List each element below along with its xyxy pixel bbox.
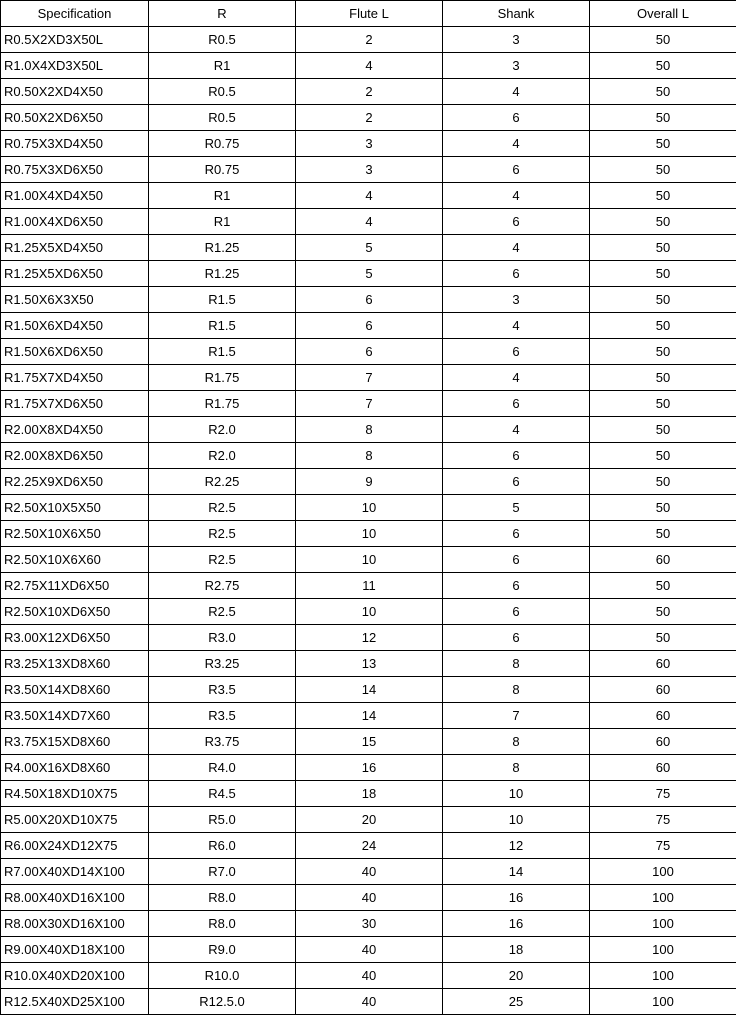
cell-r: R7.0 — [149, 859, 296, 885]
cell-specification: R1.50X6X3X50 — [1, 287, 149, 313]
cell-shank: 6 — [443, 261, 590, 287]
table-row — [1, 625, 736, 651]
table-row — [1, 79, 736, 105]
cell-overall-length: 100 — [590, 963, 736, 989]
cell-flute-length: 5 — [296, 261, 443, 287]
cell-overall-length: 50 — [590, 27, 736, 53]
cell-flute-length: 24 — [296, 833, 443, 859]
cell-shank: 25 — [443, 989, 590, 1015]
table-row — [1, 755, 736, 781]
cell-flute-length: 3 — [296, 131, 443, 157]
cell-overall-length: 50 — [590, 313, 736, 339]
cell-shank: 6 — [443, 625, 590, 651]
cell-flute-length: 18 — [296, 781, 443, 807]
table-row — [1, 937, 736, 963]
cell-overall-length: 50 — [590, 209, 736, 235]
cell-specification: R1.75X7XD4X50 — [1, 365, 149, 391]
header-overall-length: Overall L — [590, 1, 736, 27]
cell-shank: 8 — [443, 755, 590, 781]
cell-specification: R7.00X40XD14X100 — [1, 859, 149, 885]
cell-r: R2.75 — [149, 573, 296, 599]
table-body — [1, 27, 736, 1015]
cell-flute-length: 7 — [296, 365, 443, 391]
cell-overall-length: 50 — [590, 469, 736, 495]
cell-flute-length: 16 — [296, 755, 443, 781]
cell-r: R1.5 — [149, 339, 296, 365]
cell-flute-length: 14 — [296, 703, 443, 729]
cell-specification: R1.25X5XD4X50 — [1, 235, 149, 261]
cell-specification: R1.0X4XD3X50L — [1, 53, 149, 79]
cell-flute-length: 3 — [296, 157, 443, 183]
table-row — [1, 911, 736, 937]
cell-r: R2.5 — [149, 495, 296, 521]
cell-r: R12.5.0 — [149, 989, 296, 1015]
cell-specification: R0.5X2XD3X50L — [1, 27, 149, 53]
cell-overall-length: 60 — [590, 677, 736, 703]
cell-specification: R2.50X10X6X50 — [1, 521, 149, 547]
table-row — [1, 963, 736, 989]
cell-r: R1 — [149, 183, 296, 209]
cell-shank: 3 — [443, 53, 590, 79]
cell-overall-length: 50 — [590, 625, 736, 651]
cell-shank: 6 — [443, 573, 590, 599]
table-row — [1, 261, 736, 287]
cell-specification: R0.50X2XD6X50 — [1, 105, 149, 131]
cell-shank: 3 — [443, 27, 590, 53]
cell-specification: R1.75X7XD6X50 — [1, 391, 149, 417]
cell-r: R3.75 — [149, 729, 296, 755]
cell-flute-length: 11 — [296, 573, 443, 599]
cell-flute-length: 4 — [296, 209, 443, 235]
table-row — [1, 677, 736, 703]
cell-flute-length: 2 — [296, 79, 443, 105]
cell-r: R1.75 — [149, 391, 296, 417]
cell-shank: 8 — [443, 651, 590, 677]
header-flute-length: Flute L — [296, 1, 443, 27]
cell-shank: 6 — [443, 209, 590, 235]
cell-flute-length: 10 — [296, 521, 443, 547]
cell-shank: 4 — [443, 365, 590, 391]
table-row — [1, 703, 736, 729]
cell-r: R2.5 — [149, 521, 296, 547]
cell-r: R3.0 — [149, 625, 296, 651]
cell-overall-length: 50 — [590, 287, 736, 313]
cell-r: R10.0 — [149, 963, 296, 989]
cell-r: R0.5 — [149, 79, 296, 105]
cell-overall-length: 100 — [590, 859, 736, 885]
cell-shank: 6 — [443, 105, 590, 131]
cell-specification: R1.25X5XD6X50 — [1, 261, 149, 287]
cell-overall-length: 50 — [590, 131, 736, 157]
cell-specification: R1.00X4XD6X50 — [1, 209, 149, 235]
cell-shank: 4 — [443, 79, 590, 105]
table-row — [1, 209, 736, 235]
cell-r: R1 — [149, 209, 296, 235]
cell-shank: 4 — [443, 235, 590, 261]
cell-r: R3.5 — [149, 703, 296, 729]
table-row — [1, 27, 736, 53]
cell-flute-length: 12 — [296, 625, 443, 651]
table-row — [1, 599, 736, 625]
cell-overall-length: 75 — [590, 807, 736, 833]
cell-flute-length: 14 — [296, 677, 443, 703]
cell-overall-length: 50 — [590, 339, 736, 365]
cell-shank: 18 — [443, 937, 590, 963]
table-row — [1, 781, 736, 807]
cell-specification: R2.50X10XD6X50 — [1, 599, 149, 625]
cell-r: R1.25 — [149, 235, 296, 261]
cell-flute-length: 2 — [296, 105, 443, 131]
cell-flute-length: 40 — [296, 885, 443, 911]
cell-overall-length: 50 — [590, 261, 736, 287]
cell-flute-length: 10 — [296, 599, 443, 625]
cell-specification: R2.75X11XD6X50 — [1, 573, 149, 599]
cell-r: R3.5 — [149, 677, 296, 703]
cell-shank: 8 — [443, 729, 590, 755]
cell-shank: 5 — [443, 495, 590, 521]
cell-overall-length: 100 — [590, 911, 736, 937]
cell-overall-length: 75 — [590, 781, 736, 807]
cell-shank: 16 — [443, 911, 590, 937]
cell-r: R1.75 — [149, 365, 296, 391]
cell-specification: R1.50X6XD6X50 — [1, 339, 149, 365]
cell-overall-length: 60 — [590, 547, 736, 573]
cell-overall-length: 50 — [590, 391, 736, 417]
cell-overall-length: 50 — [590, 79, 736, 105]
cell-flute-length: 13 — [296, 651, 443, 677]
cell-r: R6.0 — [149, 833, 296, 859]
cell-r: R2.5 — [149, 547, 296, 573]
cell-overall-length: 60 — [590, 729, 736, 755]
cell-shank: 12 — [443, 833, 590, 859]
cell-flute-length: 6 — [296, 287, 443, 313]
cell-shank: 4 — [443, 131, 590, 157]
cell-overall-length: 60 — [590, 703, 736, 729]
cell-specification: R5.00X20XD10X75 — [1, 807, 149, 833]
cell-r: R8.0 — [149, 911, 296, 937]
cell-overall-length: 100 — [590, 989, 736, 1015]
cell-r: R4.5 — [149, 781, 296, 807]
table-row — [1, 547, 736, 573]
cell-overall-length: 100 — [590, 937, 736, 963]
cell-flute-length: 5 — [296, 235, 443, 261]
cell-overall-length: 50 — [590, 495, 736, 521]
cell-flute-length: 6 — [296, 339, 443, 365]
table-row — [1, 573, 736, 599]
cell-specification: R8.00X30XD16X100 — [1, 911, 149, 937]
table-row — [1, 287, 736, 313]
table-row — [1, 495, 736, 521]
table-row — [1, 131, 736, 157]
cell-specification: R0.75X3XD4X50 — [1, 131, 149, 157]
cell-overall-length: 50 — [590, 417, 736, 443]
cell-r: R5.0 — [149, 807, 296, 833]
cell-overall-length: 50 — [590, 573, 736, 599]
cell-specification: R10.0X40XD20X100 — [1, 963, 149, 989]
cell-overall-length: 60 — [590, 651, 736, 677]
table-row — [1, 339, 736, 365]
table-row — [1, 365, 736, 391]
cell-r: R3.25 — [149, 651, 296, 677]
cell-overall-length: 50 — [590, 443, 736, 469]
cell-r: R2.25 — [149, 469, 296, 495]
table-row — [1, 521, 736, 547]
cell-specification: R0.75X3XD6X50 — [1, 157, 149, 183]
cell-r: R2.0 — [149, 417, 296, 443]
cell-r: R0.75 — [149, 157, 296, 183]
cell-flute-length: 40 — [296, 989, 443, 1015]
cell-specification: R6.00X24XD12X75 — [1, 833, 149, 859]
table-row — [1, 235, 736, 261]
table-row — [1, 989, 736, 1015]
cell-flute-length: 2 — [296, 27, 443, 53]
header-r: R — [149, 1, 296, 27]
cell-flute-length: 40 — [296, 937, 443, 963]
table-row — [1, 417, 736, 443]
cell-specification: R2.50X10X6X60 — [1, 547, 149, 573]
cell-specification: R0.50X2XD4X50 — [1, 79, 149, 105]
cell-shank: 6 — [443, 339, 590, 365]
cell-r: R0.5 — [149, 105, 296, 131]
cell-overall-length: 50 — [590, 105, 736, 131]
cell-overall-length: 50 — [590, 183, 736, 209]
cell-shank: 6 — [443, 469, 590, 495]
cell-flute-length: 40 — [296, 859, 443, 885]
table-row — [1, 833, 736, 859]
cell-specification: R3.50X14XD8X60 — [1, 677, 149, 703]
cell-shank: 10 — [443, 781, 590, 807]
cell-r: R1.5 — [149, 287, 296, 313]
table-row — [1, 859, 736, 885]
cell-r: R1.5 — [149, 313, 296, 339]
cell-specification: R2.50X10X5X50 — [1, 495, 149, 521]
table-row — [1, 157, 736, 183]
cell-shank: 4 — [443, 417, 590, 443]
cell-shank: 4 — [443, 183, 590, 209]
cell-shank: 6 — [443, 391, 590, 417]
cell-flute-length: 10 — [296, 547, 443, 573]
cell-flute-length: 4 — [296, 53, 443, 79]
cell-r: R4.0 — [149, 755, 296, 781]
cell-flute-length: 10 — [296, 495, 443, 521]
header-shank: Shank — [443, 1, 590, 27]
cell-overall-length: 50 — [590, 157, 736, 183]
table-row — [1, 651, 736, 677]
table-row — [1, 53, 736, 79]
table-row — [1, 391, 736, 417]
cell-shank: 20 — [443, 963, 590, 989]
cell-r: R8.0 — [149, 885, 296, 911]
header-row — [1, 1, 736, 27]
cell-flute-length: 8 — [296, 443, 443, 469]
cell-overall-length: 50 — [590, 599, 736, 625]
cell-specification: R2.00X8XD6X50 — [1, 443, 149, 469]
cell-shank: 6 — [443, 521, 590, 547]
cell-flute-length: 15 — [296, 729, 443, 755]
cell-specification: R1.50X6XD4X50 — [1, 313, 149, 339]
cell-flute-length: 4 — [296, 183, 443, 209]
cell-flute-length: 7 — [296, 391, 443, 417]
cell-shank: 6 — [443, 443, 590, 469]
table-row — [1, 885, 736, 911]
cell-specification: R9.00X40XD18X100 — [1, 937, 149, 963]
cell-specification: R4.00X16XD8X60 — [1, 755, 149, 781]
cell-specification: R12.5X40XD25X100 — [1, 989, 149, 1015]
cell-flute-length: 30 — [296, 911, 443, 937]
cell-flute-length: 6 — [296, 313, 443, 339]
table-row — [1, 469, 736, 495]
cell-r: R9.0 — [149, 937, 296, 963]
cell-specification: R1.00X4XD4X50 — [1, 183, 149, 209]
cell-flute-length: 8 — [296, 417, 443, 443]
table-row — [1, 105, 736, 131]
cell-shank: 6 — [443, 547, 590, 573]
cell-r: R1 — [149, 53, 296, 79]
cell-shank: 3 — [443, 287, 590, 313]
cell-specification: R2.25X9XD6X50 — [1, 469, 149, 495]
cell-flute-length: 20 — [296, 807, 443, 833]
cell-overall-length: 100 — [590, 885, 736, 911]
cell-shank: 10 — [443, 807, 590, 833]
cell-overall-length: 50 — [590, 365, 736, 391]
cell-overall-length: 50 — [590, 53, 736, 79]
cell-shank: 4 — [443, 313, 590, 339]
cell-shank: 8 — [443, 677, 590, 703]
cell-specification: R8.00X40XD16X100 — [1, 885, 149, 911]
cell-overall-length: 75 — [590, 833, 736, 859]
cell-r: R1.25 — [149, 261, 296, 287]
cell-shank: 7 — [443, 703, 590, 729]
cell-shank: 6 — [443, 599, 590, 625]
cell-overall-length: 50 — [590, 235, 736, 261]
cell-specification: R3.50X14XD7X60 — [1, 703, 149, 729]
table-row — [1, 807, 736, 833]
cell-shank: 6 — [443, 157, 590, 183]
cell-r: R0.75 — [149, 131, 296, 157]
cell-r: R2.0 — [149, 443, 296, 469]
table-row — [1, 443, 736, 469]
header-specification: Specification — [1, 1, 149, 27]
cell-flute-length: 40 — [296, 963, 443, 989]
cell-specification: R3.00X12XD6X50 — [1, 625, 149, 651]
cell-specification: R2.00X8XD4X50 — [1, 417, 149, 443]
cell-overall-length: 50 — [590, 521, 736, 547]
cell-r: R2.5 — [149, 599, 296, 625]
table-row — [1, 183, 736, 209]
cell-shank: 14 — [443, 859, 590, 885]
cell-overall-length: 60 — [590, 755, 736, 781]
table-row — [1, 313, 736, 339]
cell-specification: R3.75X15XD8X60 — [1, 729, 149, 755]
cell-specification: R3.25X13XD8X60 — [1, 651, 149, 677]
cell-specification: R4.50X18XD10X75 — [1, 781, 149, 807]
table-row — [1, 729, 736, 755]
cell-shank: 16 — [443, 885, 590, 911]
cell-r: R0.5 — [149, 27, 296, 53]
cell-flute-length: 9 — [296, 469, 443, 495]
